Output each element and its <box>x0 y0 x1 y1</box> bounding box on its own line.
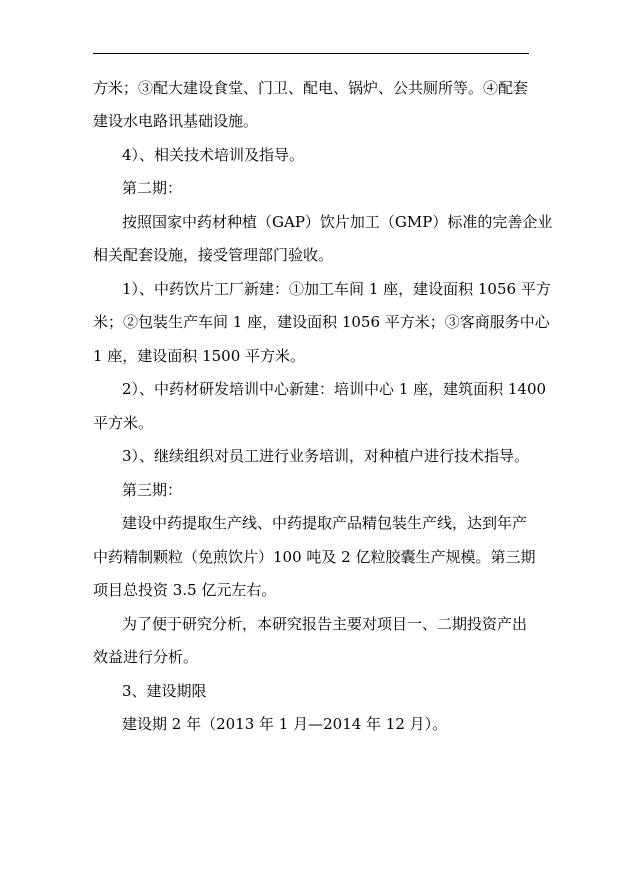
text-line-18: 效益进行分析。 <box>93 648 199 666</box>
section-heading-construction-period: 3、建设期限 <box>122 682 207 700</box>
text-line-6: 相关配套设施，接受管理部门验收。 <box>93 246 334 264</box>
header-rule <box>93 53 529 54</box>
text-line-14: 建设中药提取生产线、中药提取产品精包装生产线，达到年产 <box>122 514 528 532</box>
text-line-15: 中药精制颗粒（免煎饮片）100 吨及 2 亿粒胶囊生产规模。第三期 <box>93 548 536 566</box>
text-line-17: 为了便于研究分析，本研究报告主要对项目一、二期投资产出 <box>122 615 528 633</box>
text-line-8: 米；②包装生产车间 1 座，建设面积 1056 平方米；③客商服务中心 <box>93 313 550 331</box>
section-heading-phase-2: 第二期： <box>122 179 183 197</box>
text-line-3: 4）、相关技术培训及指导。 <box>122 146 305 164</box>
text-line-20: 建设期 2 年（2013 年 1 月—2014 年 12 月）。 <box>122 715 448 733</box>
text-line-5: 按照国家中药材种植（GAP）饮片加工（GMP）标准的完善企业 <box>122 213 553 231</box>
text-line-16: 项目总投资 3.5 亿元左右。 <box>93 581 277 599</box>
text-line-9: 1 座，建设面积 1500 平方米。 <box>93 347 306 365</box>
section-heading-phase-3: 第三期： <box>122 481 183 499</box>
text-line-1: 方米；③配大建设食堂、门卫、配电、锅炉、公共厕所等。④配套 <box>93 79 529 97</box>
text-line-12: 3）、继续组织对员工进行业务培训，对种植户进行技术指导。 <box>122 447 530 465</box>
text-line-11: 平方米。 <box>93 414 154 432</box>
text-line-2: 建设水电路讯基础设施。 <box>93 112 259 130</box>
text-line-10: 2）、中药材研发培训中心新建：培训中心 1 座，建筑面积 1400 <box>122 380 547 398</box>
text-line-7: 1）、中药饮片工厂新建：①加工车间 1 座，建设面积 1056 平方 <box>122 280 551 298</box>
